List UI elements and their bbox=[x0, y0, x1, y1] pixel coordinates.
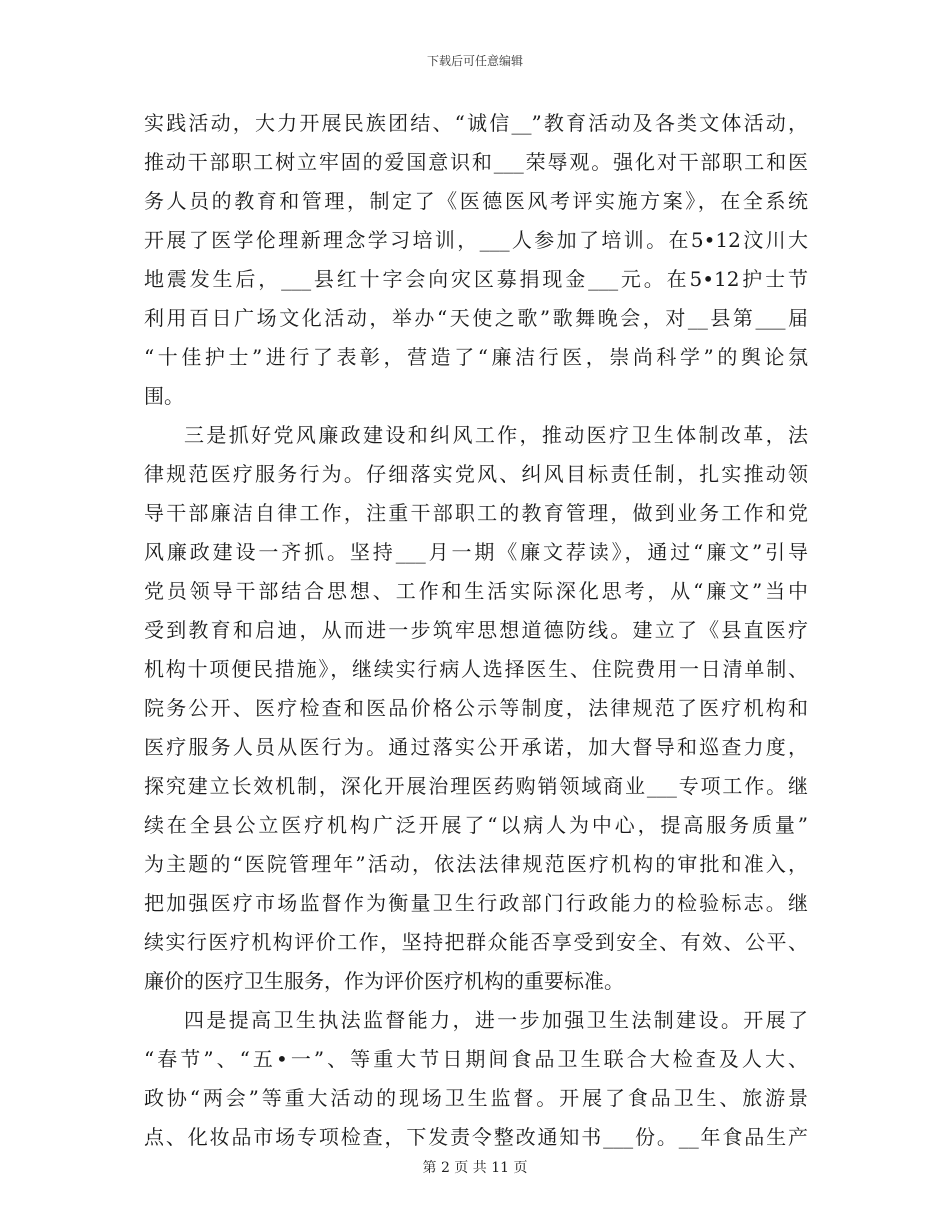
text-line: 实践活动，大力开展民族团结、“诚信__”教育活动及各类文体活动， bbox=[144, 111, 808, 135]
text-line: 续在全县公立医疗机构广泛开展了“以病人为中心，提高服务质量” bbox=[144, 813, 808, 837]
text-line: “十佳护士”进行了表彰，营造了“廉洁行医，崇尚科学”的舆论氛 bbox=[144, 345, 808, 369]
text-line: 机构十项便民措施》，继续实行病人选择医生、住院费用一日清单制、 bbox=[144, 657, 808, 681]
text-line: 受到教育和启迪，从而进一步筑牢思想道德防线。建立了《县直医疗 bbox=[144, 618, 808, 642]
text-line: 点、化妆品市场专项检查，下发责令整改通知书___份。__年食品生产 bbox=[144, 1125, 808, 1149]
text-line: 廉价的医疗卫生服务，作为评价医疗机构的重要标准。 bbox=[144, 969, 624, 993]
text-line: 律规范医疗服务行为。仔细落实党风、纠风目标责任制，扎实推动领 bbox=[144, 462, 808, 486]
text-line: 党员领导干部结合思想、工作和生活实际深化思考，从“廉文”当中 bbox=[144, 579, 808, 603]
text-line: 三是抓好党风廉政建设和纠风工作，推动医疗卫生体制改革，法 bbox=[184, 423, 808, 447]
text-line: 院务公开、医疗检查和医品价格公示等制度，法律规范了医疗机构和 bbox=[144, 696, 808, 720]
text-line: 把加强医疗市场监督作为衡量卫生行政部门行政能力的检验标志。继 bbox=[144, 891, 808, 915]
text-line: 开展了医学伦理新理念学习培训，___人参加了培训。在5•12汶川大 bbox=[144, 228, 808, 252]
text-line: 利用百日广场文化活动，举办“天使之歌”歌舞晚会，对__县第___届 bbox=[144, 306, 808, 330]
text-line: 地震发生后，___县红十字会向灾区募捐现金___元。在5•12护士节 bbox=[144, 267, 808, 291]
text-line: 务人员的教育和管理，制定了《医德医风考评实施方案》，在全系统 bbox=[144, 189, 808, 213]
text-line: 医疗服务人员从医行为。通过落实公开承诺，加大督导和巡查力度， bbox=[144, 735, 808, 759]
text-line: 为主题的“医院管理年”活动，依法法律规范医疗机构的审批和准入， bbox=[144, 852, 808, 876]
text-line: 风廉政建设一齐抓。坚持___月一期《廉文荐读》，通过“廉文”引导 bbox=[144, 540, 808, 564]
text-line: 政协“两会”等重大活动的现场卫生监督。开展了食品卫生、旅游景 bbox=[144, 1086, 808, 1110]
text-line: 四是提高卫生执法监督能力，进一步加强卫生法制建设。开展了 bbox=[184, 1008, 808, 1032]
text-line: 导干部廉洁自律工作，注重干部职工的教育管理，做到业务工作和党 bbox=[144, 501, 808, 525]
page-number: 第 2 页 共 11 页 bbox=[422, 1160, 528, 1176]
document-body bbox=[144, 104, 808, 1157]
paragraph bbox=[144, 1001, 808, 1157]
text-line: 围。 bbox=[144, 384, 184, 408]
paragraph bbox=[144, 104, 808, 416]
text-line: 推动干部职工树立牢固的爱国意识和___荣辱观。强化对干部职工和医 bbox=[144, 150, 808, 174]
text-line: 续实行医疗机构评价工作，坚持把群众能否享受到安全、有效、公平、 bbox=[144, 930, 808, 954]
text-line: “春节”、“五•一”、等重大节日期间食品卫生联合大检查及人大、 bbox=[144, 1047, 808, 1071]
text-line: 探究建立长效机制，深化开展治理医药购销领域商业___专项工作。继 bbox=[144, 774, 808, 798]
page-header-note: 下载后可任意编辑 bbox=[426, 54, 523, 68]
paragraph bbox=[144, 416, 808, 1001]
